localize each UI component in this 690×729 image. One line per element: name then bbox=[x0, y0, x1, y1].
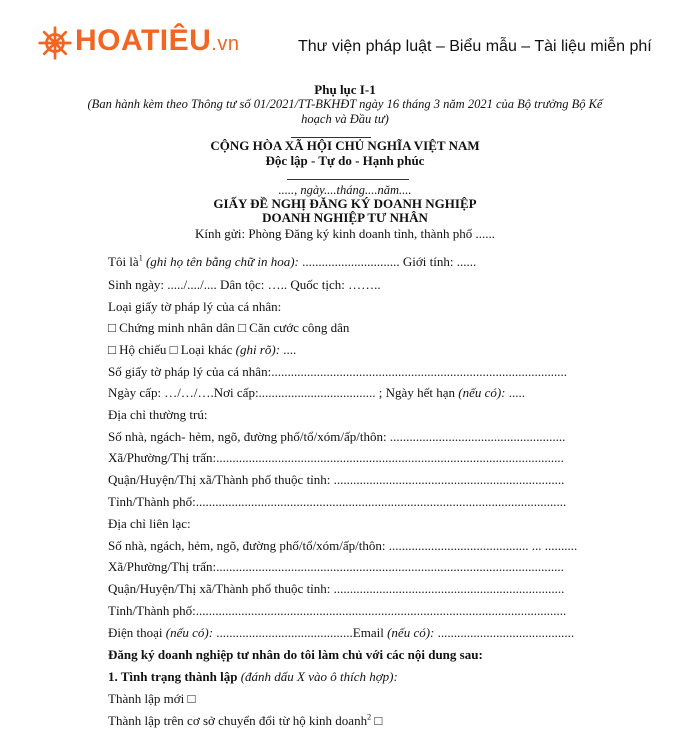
field-full-name: Tôi $là^1$ (ghi họ tên bằng chữ in hoa): .............................. Giới tính: ...... bbox=[108, 253, 477, 269]
nation-motto: Độc lập - Tự do - Hạnh phúc bbox=[265, 153, 425, 168]
form-title-line1: GIẤY ĐỀ NGHỊ ĐĂNG KÝ DOANH NGHIỆP bbox=[213, 196, 477, 211]
field-permanent-street: Số nhà, ngách- hẻm, ngõ, đường phố/tổ/xóm/ấp/thôn: ...................................................... bbox=[108, 429, 566, 444]
nation-name: CỘNG HÒA XÃ HỘI CHỦ NGHĨA VIỆT NAM bbox=[210, 138, 480, 153]
form-title-line2: DOANH NGHIỆP TƯ NHÂN bbox=[262, 210, 428, 225]
field-permanent-province: Tỉnh/Thành phố:.................................................................................................................. bbox=[108, 494, 567, 509]
field-contact-district: Quận/Huyện/Thị xã/Thành phố thuộc tỉnh: ....................................................................... bbox=[108, 581, 565, 596]
option-conversion-from-household: Thành lập trên cơ sở chuyển đổi từ hộ kinh doanh$^2$ □ bbox=[108, 712, 383, 728]
issued-note-line2: hoạch và Đầu tư) bbox=[301, 112, 389, 126]
field-contact-province: Tỉnh/Thành phố:.................................................................................................................. bbox=[108, 603, 567, 618]
field-phone-email: Điện thoại (nếu có): ..........................................Email (nếu có): .......................................... bbox=[108, 625, 575, 640]
field-legal-doc-number: Số giấy tờ pháp lý của cá nhân:........................................................................................... bbox=[108, 364, 567, 379]
checkbox-row-passport-other: □ Hộ chiếu □ Loại khác (ghi rõ): .... bbox=[108, 342, 297, 357]
field-permanent-district: Quận/Huyện/Thị xã/Thành phố thuộc tỉnh: ....................................................................... bbox=[108, 472, 565, 487]
label-legal-doc-type: Loại giấy tờ pháp lý của cá nhân: bbox=[108, 299, 282, 314]
field-issue-date-place: Ngày cấp: …/…/….Nơi cấp:.................................... ; Ngày hết hạn (nếu có): ..... bbox=[108, 385, 526, 400]
site-tagline: Thư viện pháp luật – Biểu mẫu – Tài liệu miễn phí bbox=[298, 38, 652, 55]
logo-text: HOATIÊU.vn bbox=[75, 24, 240, 57]
label-permanent-address: Địa chỉ thường trú: bbox=[108, 407, 208, 422]
checkbox-row-id-types: □ Chứng minh nhân dân □ Căn cước công dân bbox=[108, 320, 350, 335]
appendix-title: Phụ lục I-1 bbox=[314, 82, 376, 97]
motto-underline bbox=[287, 179, 409, 180]
site-logo[interactable] bbox=[38, 24, 239, 61]
field-contact-ward: Xã/Phường/Thị trấn:........................................................................................................... bbox=[108, 559, 564, 574]
label-contact-address: Địa chỉ liên lạc: bbox=[108, 516, 191, 531]
section-1-heading: 1. Tình trạng thành lập (đánh dấu X vào ô thích hợp): bbox=[108, 669, 398, 684]
ship-wheel-icon bbox=[38, 26, 72, 60]
section-intro: Đăng ký doanh nghiệp tư nhân do tôi làm chủ với các nội dung sau: bbox=[108, 647, 483, 662]
addressee: Kính gửi: Phòng Đăng ký kinh doanh tỉnh, thành phố ...... bbox=[195, 226, 495, 241]
field-permanent-ward: Xã/Phường/Thị trấn:........................................................................................................... bbox=[108, 450, 564, 465]
date-line: ....., ngày....tháng....năm.... bbox=[278, 183, 412, 197]
site-header bbox=[0, 0, 690, 78]
option-new-establishment: Thành lập mới □ bbox=[108, 691, 196, 706]
nation-overline bbox=[291, 137, 371, 138]
field-birth-ethnicity-nationality: Sinh ngày: ...../..../.... Dân tộc: ….. Quốc tịch: …….. bbox=[108, 277, 381, 292]
issued-note-line1: (Ban hành kèm theo Thông tư số 01/2021/TT-BKHĐT ngày 16 tháng 3 năm 2021 của Bộ trưởng Bộ Kế bbox=[87, 97, 603, 111]
field-contact-street: Số nhà, ngách, hẻm, ngõ, đường phố/tổ/xóm/ấp/thôn: ........................................... ... .......... bbox=[108, 538, 578, 553]
